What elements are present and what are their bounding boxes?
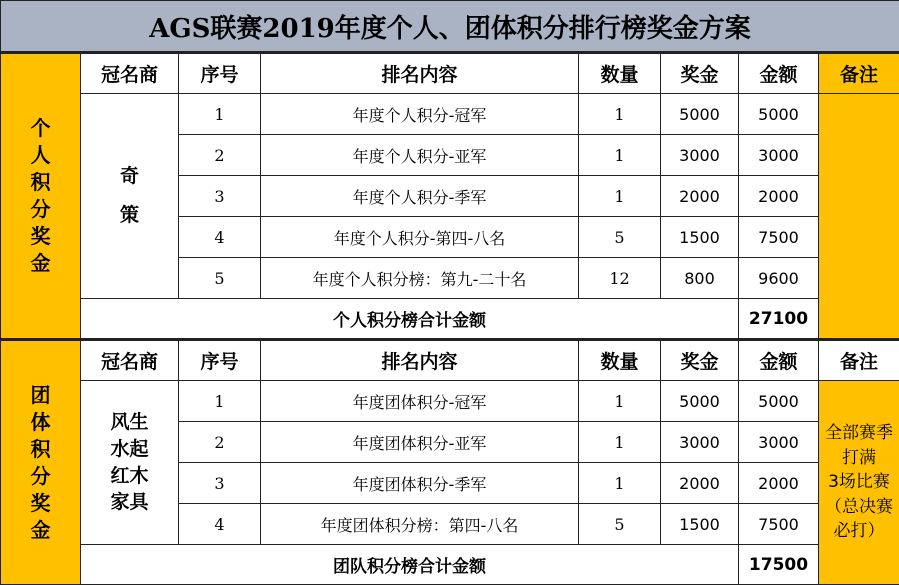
personal-total-value: 27100 [739, 299, 819, 340]
team-note-line: 全部赛季 [825, 422, 894, 443]
row-bonus: 1500 [661, 504, 739, 545]
row-ranking: 年度个人积分-亚军 [261, 135, 579, 176]
personal-label-char: 个 [30, 116, 51, 140]
team-total-label: 团队积分榜合计金额 [81, 545, 739, 585]
row-amount: 7500 [739, 217, 819, 258]
header-sponsor: 冠名商 [81, 53, 179, 94]
row-qty: 1 [579, 94, 661, 135]
row-amount: 2000 [739, 463, 819, 504]
row-bonus: 1500 [661, 217, 739, 258]
team-sponsor-line: 风生 [110, 411, 149, 434]
team-note-line: 3场比赛 [828, 472, 890, 493]
team-total-value: 17500 [739, 545, 819, 585]
personal-sponsor-char: 策 [119, 204, 139, 226]
header-note: 备注 [819, 340, 899, 381]
row-amount: 3000 [739, 135, 819, 176]
personal-section-label [1, 53, 81, 340]
row-seq: 2 [179, 422, 261, 463]
row-amount: 2000 [739, 176, 819, 217]
row-amount: 5000 [739, 94, 819, 135]
row-bonus: 2000 [661, 463, 739, 504]
row-bonus: 5000 [661, 94, 739, 135]
team-sponsor [81, 381, 179, 545]
row-ranking: 年度个人积分榜：第九-二十名 [261, 258, 579, 299]
team-section-label [1, 340, 81, 585]
row-qty: 1 [579, 381, 661, 422]
team-label-char: 分 [30, 463, 51, 488]
row-seq: 3 [179, 176, 261, 217]
personal-sponsor [81, 94, 179, 299]
personal-sponsor-char: 奇 [119, 165, 139, 188]
header-amount: 金额 [739, 53, 819, 94]
row-bonus: 3000 [661, 135, 739, 176]
header-ranking: 排名内容 [261, 340, 579, 381]
team-sponsor-line: 红木 [110, 464, 149, 487]
row-qty: 5 [579, 504, 661, 545]
row-bonus: 5000 [661, 381, 739, 422]
personal-label-char: 金 [30, 251, 51, 275]
row-qty: 1 [579, 135, 661, 176]
row-qty: 1 [579, 176, 661, 217]
team-label-char: 体 [30, 409, 51, 434]
team-label-char: 奖 [30, 490, 51, 515]
team-note [819, 381, 899, 585]
row-bonus: 3000 [661, 422, 739, 463]
header-bonus: 奖金 [661, 53, 739, 94]
row-seq: 2 [179, 135, 261, 176]
personal-note [819, 94, 899, 340]
team-note-line: （总决赛 [825, 496, 894, 517]
row-amount: 9600 [739, 258, 819, 299]
row-qty: 5 [579, 217, 661, 258]
header-bonus: 奖金 [661, 340, 739, 381]
team-sponsor-line: 家具 [110, 491, 149, 514]
row-ranking: 年度个人积分-第四-八名 [261, 217, 579, 258]
row-qty: 1 [579, 422, 661, 463]
row-amount: 7500 [739, 504, 819, 545]
personal-label-char: 积 [30, 170, 51, 194]
header-sponsor: 冠名商 [81, 340, 179, 381]
header-note: 备注 [819, 53, 899, 94]
personal-label-char: 分 [30, 197, 51, 221]
header-seq: 序号 [179, 340, 261, 381]
row-seq: 4 [179, 504, 261, 545]
row-seq: 4 [179, 217, 261, 258]
row-amount: 5000 [739, 381, 819, 422]
team-label-char: 团 [30, 382, 51, 407]
team-note-line: 打满 [842, 447, 877, 468]
row-seq: 1 [179, 94, 261, 135]
header-qty: 数量 [579, 53, 661, 94]
team-label-char: 积 [30, 436, 51, 461]
personal-total-label: 个人积分榜合计金额 [81, 299, 739, 340]
row-ranking: 年度团体积分-季军 [261, 463, 579, 504]
row-ranking: 年度个人积分-冠军 [261, 94, 579, 135]
team-label-char: 金 [30, 517, 51, 542]
row-qty: 1 [579, 463, 661, 504]
row-bonus: 2000 [661, 176, 739, 217]
page-title: AGS联赛2019年度个人、团体积分排行榜奖金方案 [1, 1, 899, 53]
row-amount: 3000 [739, 422, 819, 463]
row-seq: 1 [179, 381, 261, 422]
header-seq: 序号 [179, 53, 261, 94]
header-qty: 数量 [579, 340, 661, 381]
header-amount: 金额 [739, 340, 819, 381]
team-note-line: 必打） [833, 521, 885, 542]
personal-label-char: 人 [30, 143, 51, 167]
row-ranking: 年度团体积分-亚军 [261, 422, 579, 463]
row-ranking: 年度团体积分-冠军 [261, 381, 579, 422]
row-seq: 5 [179, 258, 261, 299]
row-bonus: 800 [661, 258, 739, 299]
row-seq: 3 [179, 463, 261, 504]
team-sponsor-line: 水起 [110, 437, 149, 460]
header-ranking: 排名内容 [261, 53, 579, 94]
row-ranking: 年度个人积分-季军 [261, 176, 579, 217]
row-ranking: 年度团体积分榜：第四-八名 [261, 504, 579, 545]
row-qty: 12 [579, 258, 661, 299]
personal-label-char: 奖 [30, 224, 51, 248]
